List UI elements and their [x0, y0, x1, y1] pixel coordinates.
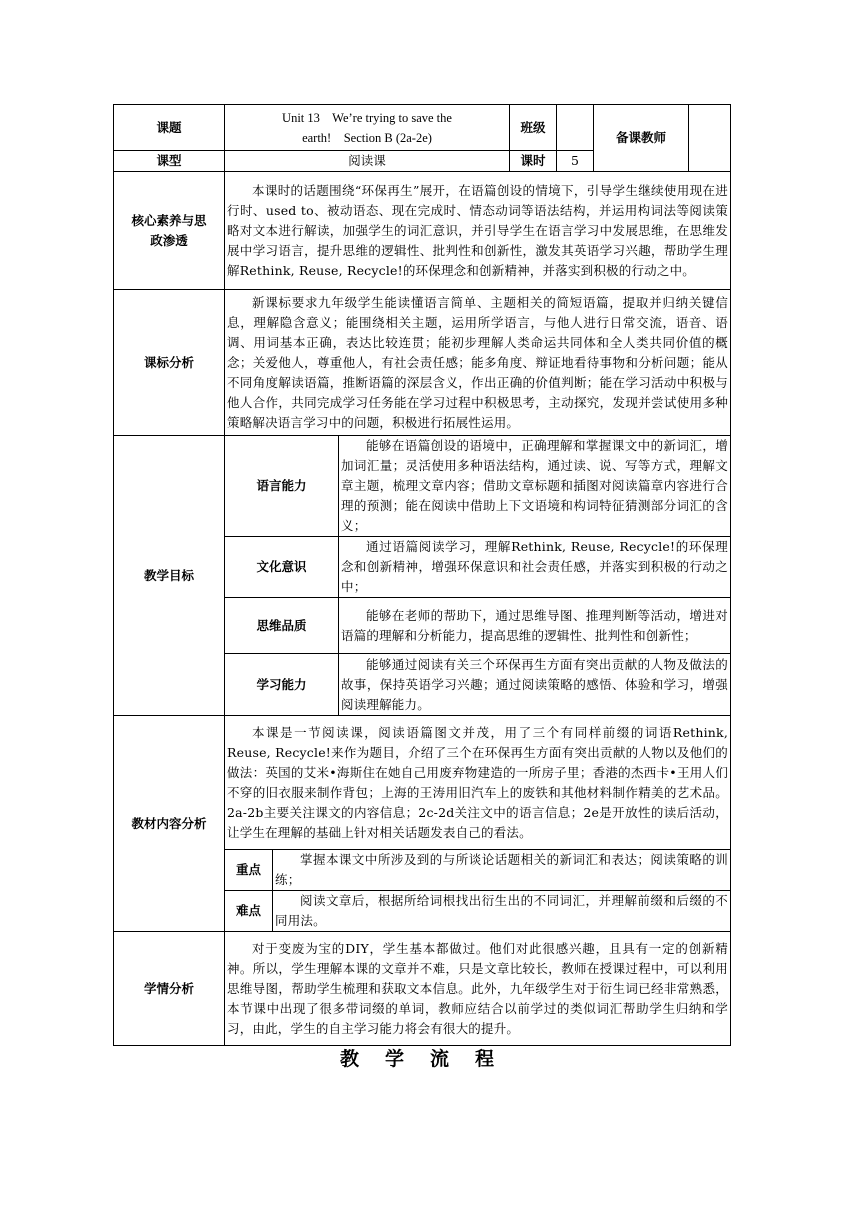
key-point-text: 掌握本课文中所涉及到的与所谈论话题相关的新词汇和表达；阅读策略的训练； [273, 850, 731, 891]
lesson-plan-table [113, 104, 731, 1046]
learners-text: 对于变废为宝的DIY，学生基本都做过。他们对此很感兴趣，且具有一定的创新精神。所以，学生理解本课的文章并不难，只是文章比较长，教师在授课过程中，可以利用思维导图，帮助学生梳理和获取文本信息。此外，九年级学生对于衍生词已经非常熟悉，本节课中出现了很多带词缀的单词，教师应结合以前学过的类似词汇帮助学生归纳和学习，由此，学生的自主学习能力将会有很大的提升。 [225, 932, 731, 1046]
difficult-point-text: 阅读文章后，根据所给词根找出衍生出的不同词汇，并理解前缀和后缀的不同用法。 [273, 891, 731, 932]
section-label: Section B (2a-2e) [343, 130, 432, 145]
unit-title-line1: Unit 13 We’re trying to save the [282, 110, 452, 125]
class-label: 班级 [510, 105, 557, 151]
goal-label-language: 语言能力 [225, 436, 339, 537]
teaching-flow-title: 教学流程 [339, 1048, 520, 1070]
goals-label: 教学目标 [114, 436, 225, 716]
core-label: 核心素养与思政渗透 [114, 172, 225, 290]
hours-label: 课时 [510, 151, 557, 172]
standards-label: 课标分析 [114, 290, 225, 436]
core-text: 本课时的话题围绕“环保再生”展开，在语篇创设的情境下，引导学生继续使用现在进行时、used to、被动语态、现在完成时、情态动词等语法结构，并运用构词法等阅读策略对文本进行解读，加强学生的词汇意识，并引导学生在语言学习中发展思维，在思维发展中学习语言，提升思维的逻辑性、批判性和创新性，激发其英语学习兴趣，帮助学生理解Rethink, Reuse, Recycle!的环保理念和创新精神，并落实到积极的行动之中。 [225, 172, 731, 290]
goal-label-culture: 文化意识 [225, 537, 339, 598]
teacher-label: 备课教师 [594, 105, 689, 172]
goal-text-culture: 通过语篇阅读学习，理解Rethink, Reuse, Recycle!的环保理念和创新精神，增强环保意识和社会责任感，并落实到积极的行动之中； [339, 537, 731, 598]
unit-title-line2: earth! [302, 130, 332, 145]
type-label: 课型 [114, 151, 225, 172]
topic-label: 课题 [114, 105, 225, 151]
goal-label-learning: 学习能力 [225, 654, 339, 716]
unit-title [225, 105, 510, 151]
goal-text-learning: 能够通过阅读有关三个环保再生方面有突出贡献的人物及做法的故事，保持英语学习兴趣；通过阅读策略的感悟、体验和学习，增强阅读理解能力。 [339, 654, 731, 716]
class-value [557, 105, 594, 151]
goal-label-thinking: 思维品质 [225, 598, 339, 654]
standards-text: 新课标要求九年级学生能读懂语言简单、主题相关的简短语篇，提取并归纳关键信息，理解隐含意义；能围绕相关主题，运用所学语言，与他人进行日常交流，语音、语调、用词基本正确，表达比较连贯；能初步理解人类命运共同体和全人类共同价值的概念；关爱他人，尊重他人，有社会责任感；能多角度、辩证地看待事物和分析问题；能从不同角度解读语篇，推断语篇的深层含义，作出正确的价值判断；能在学习活动中积极与他人合作，共同完成学习任务能在学习过程中积极思考，主动探究，发现并尝试使用多种策略解决语言学习中的问题，积极进行拓展性运用。 [225, 290, 731, 436]
teacher-value [689, 105, 731, 172]
difficult-point-label: 难点 [225, 891, 273, 932]
material-text: 本课是一节阅读课，阅读语篇图文并茂，用了三个有同样前缀的词语Rethink, Reuse, Recycle!来作为题目，介绍了三个在环保再生方面有突出贡献的人物以及他们的做法：英国的艾米•海斯住在她自己用废弃物建造的一所房子里；香港的杰西卡•王用人们不穿的旧衣服来制作背包；上海的王涛用旧汽车上的废铁和其他材料制作精美的艺术品。2a-2b主要关注课文的内容信息；2c-2d关注文中的语言信息；2e是开放性的读后活动，让学生在理解的基础上针对相关话题发表自己的看法。 [225, 716, 731, 850]
goal-text-thinking: 能够在老师的帮助下，通过思维导图、推理判断等活动，增进对语篇的理解和分析能力，提高思维的逻辑性、批判性和创新性； [339, 598, 731, 654]
learners-label: 学情分析 [114, 932, 225, 1046]
material-label: 教材内容分析 [114, 716, 225, 932]
key-point-label: 重点 [225, 850, 273, 891]
hours-value: 5 [557, 151, 594, 172]
type-value: 阅读课 [225, 151, 510, 172]
goal-text-language: 能够在语篇创设的语境中，正确理解和掌握课文中的新词汇，增加词汇量；灵活使用多种语法结构，通过读、说、写等方式，理解文章主题，梳理文章内容；借助文章标题和插图对阅读篇章内容进行合理的预测；能在阅读中借助上下文语境和构词特征猜测部分词汇的含义； [339, 436, 731, 537]
